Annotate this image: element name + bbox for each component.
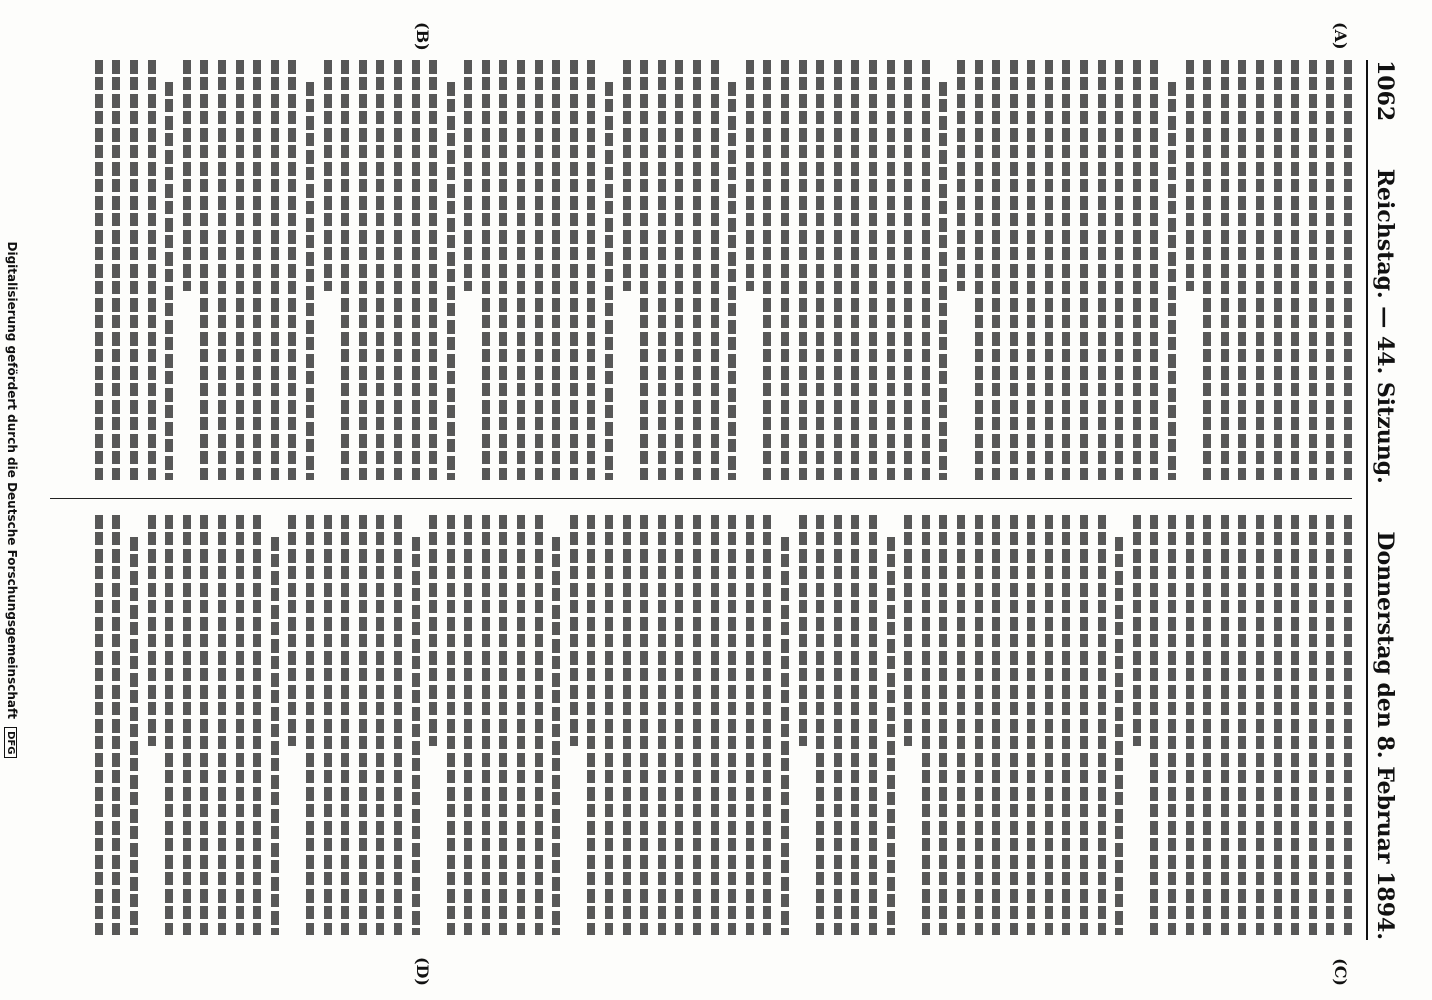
text-line-placeholder (324, 515, 332, 935)
text-line-placeholder (517, 515, 525, 935)
text-line-placeholder (799, 60, 807, 480)
text-line-placeholder (570, 515, 578, 746)
text-line-placeholder (992, 515, 1000, 935)
text-line-placeholder (112, 60, 120, 480)
text-line-placeholder (464, 515, 472, 935)
text-line-placeholder (904, 515, 912, 746)
text-line-placeholder (1115, 60, 1123, 480)
text-line-placeholder (500, 515, 508, 935)
text-line-placeholder (887, 60, 895, 480)
text-line-placeholder (183, 60, 191, 291)
text-line-placeholder (447, 515, 455, 935)
text-line-placeholder (429, 515, 437, 746)
text-line-placeholder (992, 60, 1000, 480)
margin-marker-c: (C) (1331, 958, 1350, 986)
text-line-placeholder (1221, 60, 1229, 480)
text-line-placeholder (869, 515, 877, 935)
text-line-placeholder (957, 515, 965, 935)
text-line-placeholder (552, 537, 560, 935)
text-line-placeholder (1150, 515, 1158, 935)
text-line-placeholder (1186, 515, 1194, 935)
text-line-placeholder (1080, 60, 1088, 480)
text-line-placeholder (1063, 60, 1071, 480)
text-line-placeholder (746, 60, 754, 291)
text-line-placeholder (1168, 82, 1176, 480)
text-line-placeholder (587, 60, 595, 480)
text-line-placeholder (359, 515, 367, 935)
text-line-placeholder (482, 515, 490, 935)
text-line-placeholder (359, 60, 367, 480)
text-line-placeholder (1168, 515, 1176, 935)
text-line-placeholder (587, 515, 595, 935)
margin-marker-a: (A) (1331, 22, 1350, 50)
text-line-placeholder (447, 82, 455, 480)
text-line-placeholder (200, 515, 208, 935)
text-line-placeholder (95, 60, 103, 480)
text-line-placeholder (1291, 60, 1299, 480)
text-line-placeholder (95, 515, 103, 935)
text-line-placeholder (306, 515, 314, 935)
text-line-placeholder (939, 515, 947, 935)
text-line-placeholder (763, 515, 771, 935)
text-line-placeholder (1027, 515, 1035, 935)
text-line-placeholder (1309, 60, 1317, 480)
text-line-placeholder (112, 515, 120, 935)
text-line-placeholder (834, 515, 842, 935)
text-line-placeholder (1115, 537, 1123, 935)
text-line-placeholder (412, 537, 420, 935)
text-column-right (50, 515, 1352, 935)
running-head (1366, 60, 1402, 940)
text-line-placeholder (130, 537, 138, 935)
text-line-placeholder (429, 60, 437, 480)
text-line-placeholder (675, 515, 683, 935)
text-line-placeholder (552, 60, 560, 480)
text-line-placeholder (341, 515, 349, 935)
text-line-placeholder (1238, 515, 1246, 935)
text-line-placeholder (746, 515, 754, 935)
text-line-placeholder (1010, 60, 1018, 480)
text-line-placeholder (535, 515, 543, 935)
text-line-placeholder (1045, 60, 1053, 480)
text-line-placeholder (1045, 515, 1053, 935)
text-line-placeholder (658, 60, 666, 480)
text-line-placeholder (816, 60, 824, 480)
page-number: 1062 (1372, 60, 1398, 122)
text-line-placeholder (975, 515, 983, 935)
text-line-placeholder (1080, 515, 1088, 935)
text-line-placeholder (130, 60, 138, 480)
text-line-placeholder (253, 515, 261, 935)
text-line-placeholder (851, 60, 859, 480)
text-line-placeholder (834, 60, 842, 480)
text-line-placeholder (728, 515, 736, 935)
text-line-placeholder (1344, 515, 1352, 935)
text-line-placeholder (1203, 515, 1211, 935)
text-line-placeholder (1203, 60, 1211, 480)
text-line-placeholder (1238, 60, 1246, 480)
text-line-placeholder (939, 82, 947, 480)
text-line-placeholder (1098, 515, 1106, 935)
text-line-placeholder (1326, 515, 1334, 935)
text-line-placeholder (500, 60, 508, 480)
text-line-placeholder (324, 60, 332, 291)
text-line-placeholder (394, 60, 402, 480)
text-line-placeholder (236, 515, 244, 935)
text-line-placeholder (799, 515, 807, 746)
text-line-placeholder (271, 60, 279, 480)
text-line-placeholder (517, 60, 525, 480)
text-line-placeholder (1274, 60, 1282, 480)
page-date: Donnerstag den 8. Februar 1894. (1372, 531, 1398, 940)
text-line-placeholder (623, 515, 631, 935)
margin-marker-b: (B) (413, 22, 432, 51)
text-line-placeholder (412, 60, 420, 480)
text-line-placeholder (1186, 60, 1194, 291)
text-line-placeholder (693, 60, 701, 480)
text-line-placeholder (693, 515, 701, 935)
text-line-placeholder (640, 515, 648, 935)
text-line-placeholder (1063, 515, 1071, 935)
text-line-placeholder (482, 60, 490, 480)
text-line-placeholder (605, 82, 613, 480)
text-line-placeholder (218, 60, 226, 480)
text-line-placeholder (376, 60, 384, 480)
text-line-placeholder (887, 537, 895, 935)
text-line-placeholder (1344, 60, 1352, 480)
page-title: Reichstag. — 44. Sitzung. (1372, 168, 1398, 484)
text-line-placeholder (1098, 60, 1106, 480)
text-line-placeholder (781, 537, 789, 935)
text-line-placeholder (957, 60, 965, 291)
text-line-placeholder (675, 60, 683, 480)
text-line-placeholder (236, 60, 244, 480)
text-line-placeholder (165, 515, 173, 935)
text-line-placeholder (464, 60, 472, 291)
text-line-placeholder (288, 60, 296, 480)
margin-marker-d: (D) (413, 956, 432, 986)
text-line-placeholder (728, 82, 736, 480)
text-line-placeholder (922, 515, 930, 935)
text-line-placeholder (253, 60, 261, 480)
text-line-placeholder (341, 60, 349, 480)
text-line-placeholder (851, 515, 859, 935)
text-line-placeholder (271, 537, 279, 935)
text-line-placeholder (1274, 515, 1282, 935)
text-line-placeholder (711, 515, 719, 935)
text-line-placeholder (922, 60, 930, 480)
text-line-placeholder (869, 60, 877, 480)
text-line-placeholder (165, 82, 173, 480)
text-line-placeholder (1150, 60, 1158, 480)
text-line-placeholder (623, 60, 631, 291)
text-line-placeholder (711, 60, 719, 480)
text-line-placeholder (306, 82, 314, 480)
text-line-placeholder (1133, 515, 1141, 746)
text-line-placeholder (148, 515, 156, 746)
dfg-logo: DFG (4, 727, 17, 758)
text-line-placeholder (1309, 515, 1317, 935)
text-line-placeholder (570, 60, 578, 480)
text-line-placeholder (904, 60, 912, 480)
text-line-placeholder (148, 60, 156, 480)
text-line-placeholder (183, 515, 191, 935)
text-line-placeholder (640, 60, 648, 480)
text-line-placeholder (1133, 60, 1141, 480)
text-line-placeholder (376, 515, 384, 935)
column-divider (50, 498, 1352, 499)
credit-text: Digitalisierung gefördert durch die Deutsche Forschungsgemeinschaft (5, 241, 19, 719)
text-line-placeholder (1010, 515, 1018, 935)
text-line-placeholder (1221, 515, 1229, 935)
text-line-placeholder (975, 60, 983, 480)
digitization-credit (4, 0, 19, 1000)
text-line-placeholder (535, 60, 543, 480)
text-line-placeholder (1326, 60, 1334, 480)
text-line-placeholder (394, 515, 402, 935)
text-line-placeholder (1027, 60, 1035, 480)
text-line-placeholder (781, 60, 789, 480)
text-line-placeholder (658, 515, 666, 935)
text-line-placeholder (1256, 515, 1264, 935)
text-column-left (50, 60, 1352, 480)
text-line-placeholder (1256, 60, 1264, 480)
text-line-placeholder (1291, 515, 1299, 935)
text-line-placeholder (816, 515, 824, 935)
text-line-placeholder (605, 515, 613, 935)
text-line-placeholder (200, 60, 208, 480)
text-line-placeholder (218, 515, 226, 935)
text-line-placeholder (288, 515, 296, 746)
text-line-placeholder (763, 60, 771, 480)
